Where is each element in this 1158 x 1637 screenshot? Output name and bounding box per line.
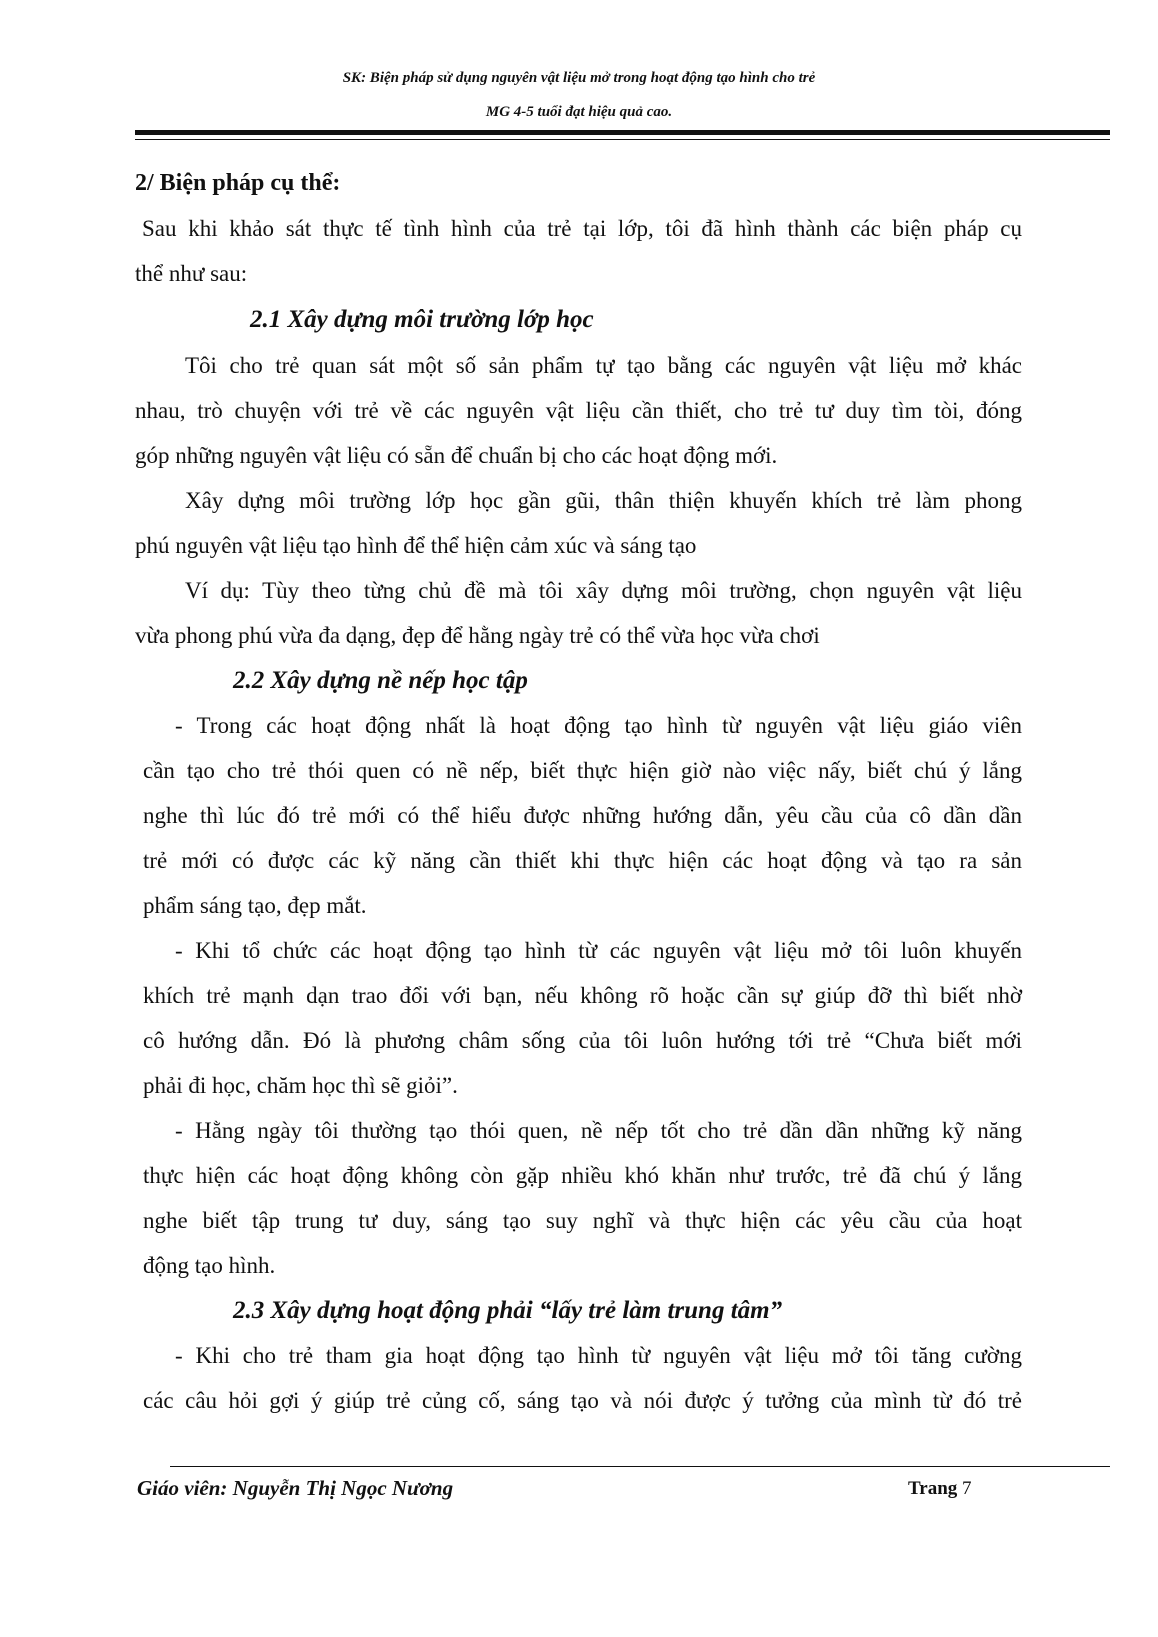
header-rule-thin	[135, 139, 1110, 140]
bullet-2-2-1-line-5: phẩm sáng tạo, đẹp mắt.	[143, 893, 367, 918]
bullet-2-2-2-line-1: - Khi tổ chức các hoạt động tạo hình từ các nguyên vật liệu mở tôi luôn khuyến	[175, 938, 1022, 963]
bullet-2-2-1-line-1: - Trong các hoạt động nhất là hoạt động tạo hình từ nguyên vật liệu giáo viên	[175, 713, 1022, 738]
bullet-2-3-1-line-2: các câu hỏi gợi ý giúp trẻ củng cố, sáng tạo và nói được ý tưởng của mình từ đó trẻ	[143, 1388, 1022, 1413]
bullet-2-2-1-line-3: nghe thì lúc đó trẻ mới có thể hiểu được những hướng dẫn, yêu cầu của cô dần dần	[143, 803, 1022, 828]
para-2-1-2-line-2: phú nguyên vật liệu tạo hình để thể hiện cảm xúc và sáng tạo	[135, 533, 697, 558]
header-title-line1: SK: Biện pháp sử dụng nguyên vật liệu mở trong hoạt động tạo hình cho trẻ	[342, 70, 816, 86]
bullet-2-3-1-line-1: - Khi cho trẻ tham gia hoạt động tạo hình từ nguyên vật liệu mở tôi tăng cường	[175, 1343, 1022, 1368]
section-title: 2/ Biện pháp cụ thể:	[135, 170, 341, 196]
intro-line-1: Sau khi khảo sát thực tế tình hình của trẻ tại lớp, tôi đã hình thành các biện pháp cụ	[142, 216, 1022, 241]
footer-page-value: 7	[962, 1478, 972, 1499]
para-2-1-1-line-1: Tôi cho trẻ quan sát một số sản phẩm tự tạo bằng các nguyên vật liệu mở khác	[185, 353, 1022, 378]
header-rule-thick	[135, 130, 1110, 135]
para-2-1-1-line-2: nhau, trò chuyện với trẻ về các nguyên vật liệu cần thiết, cho trẻ tư duy tìm tòi, đóng	[135, 398, 1022, 423]
para-2-1-3-line-2: vừa phong phú vừa đa dạng, đẹp để hằng ngày trẻ có thể vừa học vừa chơi	[135, 623, 820, 648]
footer-page-label: Trang	[908, 1478, 958, 1499]
bullet-2-2-2-line-4: phải đi học, chăm học thì sẽ giỏi”.	[143, 1073, 458, 1098]
subsection-title-2-3: 2.3 Xây dựng hoạt động phải “lấy trẻ làm trung tâm”	[233, 1297, 783, 1324]
intro-line-2: thể như sau:	[135, 261, 248, 286]
para-2-1-3-line-1: Ví dụ: Tùy theo từng chủ đề mà tôi xây dựng môi trường, chọn nguyên vật liệu	[185, 578, 1022, 603]
header-title-line2: MG 4-5 tuổi đạt hiệu quả cao.	[485, 104, 673, 120]
para-2-1-2-line-1: Xây dựng môi trường lớp học gần gũi, thân thiện khuyến khích trẻ làm phong	[185, 488, 1022, 513]
bullet-2-2-1-line-2: cần tạo cho trẻ thói quen có nề nếp, biết thực hiện giờ nào việc nấy, biết chú ý lắng	[143, 758, 1022, 783]
footer-page-number	[908, 1478, 972, 1500]
footer-rule-top	[170, 1466, 1110, 1467]
bullet-2-2-2-line-2: khích trẻ mạnh dạn trao đổi với bạn, nếu không rõ hoặc cần sự giúp đỡ thì biết nhờ	[143, 983, 1022, 1008]
para-2-1-1-line-3: góp những nguyên vật liệu có sẵn để chuẩn bị cho các hoạt động mới.	[135, 443, 778, 468]
subsection-title-2-1: 2.1 Xây dựng môi trường lớp học	[250, 306, 594, 333]
bullet-2-2-1-line-4: trẻ mới có được các kỹ năng cần thiết khi thực hiện các hoạt động và tạo ra sản	[143, 848, 1022, 873]
bullet-2-2-3-line-4: động tạo hình.	[143, 1253, 276, 1278]
bullet-2-2-3-line-2: thực hiện các hoạt động không còn gặp nhiều khó khăn như trước, trẻ đã chú ý lắng	[143, 1163, 1022, 1188]
bullet-2-2-2-line-3: cô hướng dẫn. Đó là phương châm sống của tôi luôn hướng tới trẻ “Chưa biết mới	[143, 1028, 1022, 1053]
bullet-2-2-3-line-3: nghe biết tập trung tư duy, sáng tạo suy nghĩ và thực hiện các yêu cầu của hoạt	[143, 1208, 1022, 1233]
subsection-title-2-2: 2.2 Xây dựng nề nếp học tập	[233, 667, 528, 694]
footer-teacher: Giáo viên: Nguyễn Thị Ngọc Nương	[137, 1476, 454, 1500]
bullet-2-2-3-line-1: - Hằng ngày tôi thường tạo thói quen, nề nếp tốt cho trẻ dần dần những kỹ năng	[175, 1118, 1022, 1143]
